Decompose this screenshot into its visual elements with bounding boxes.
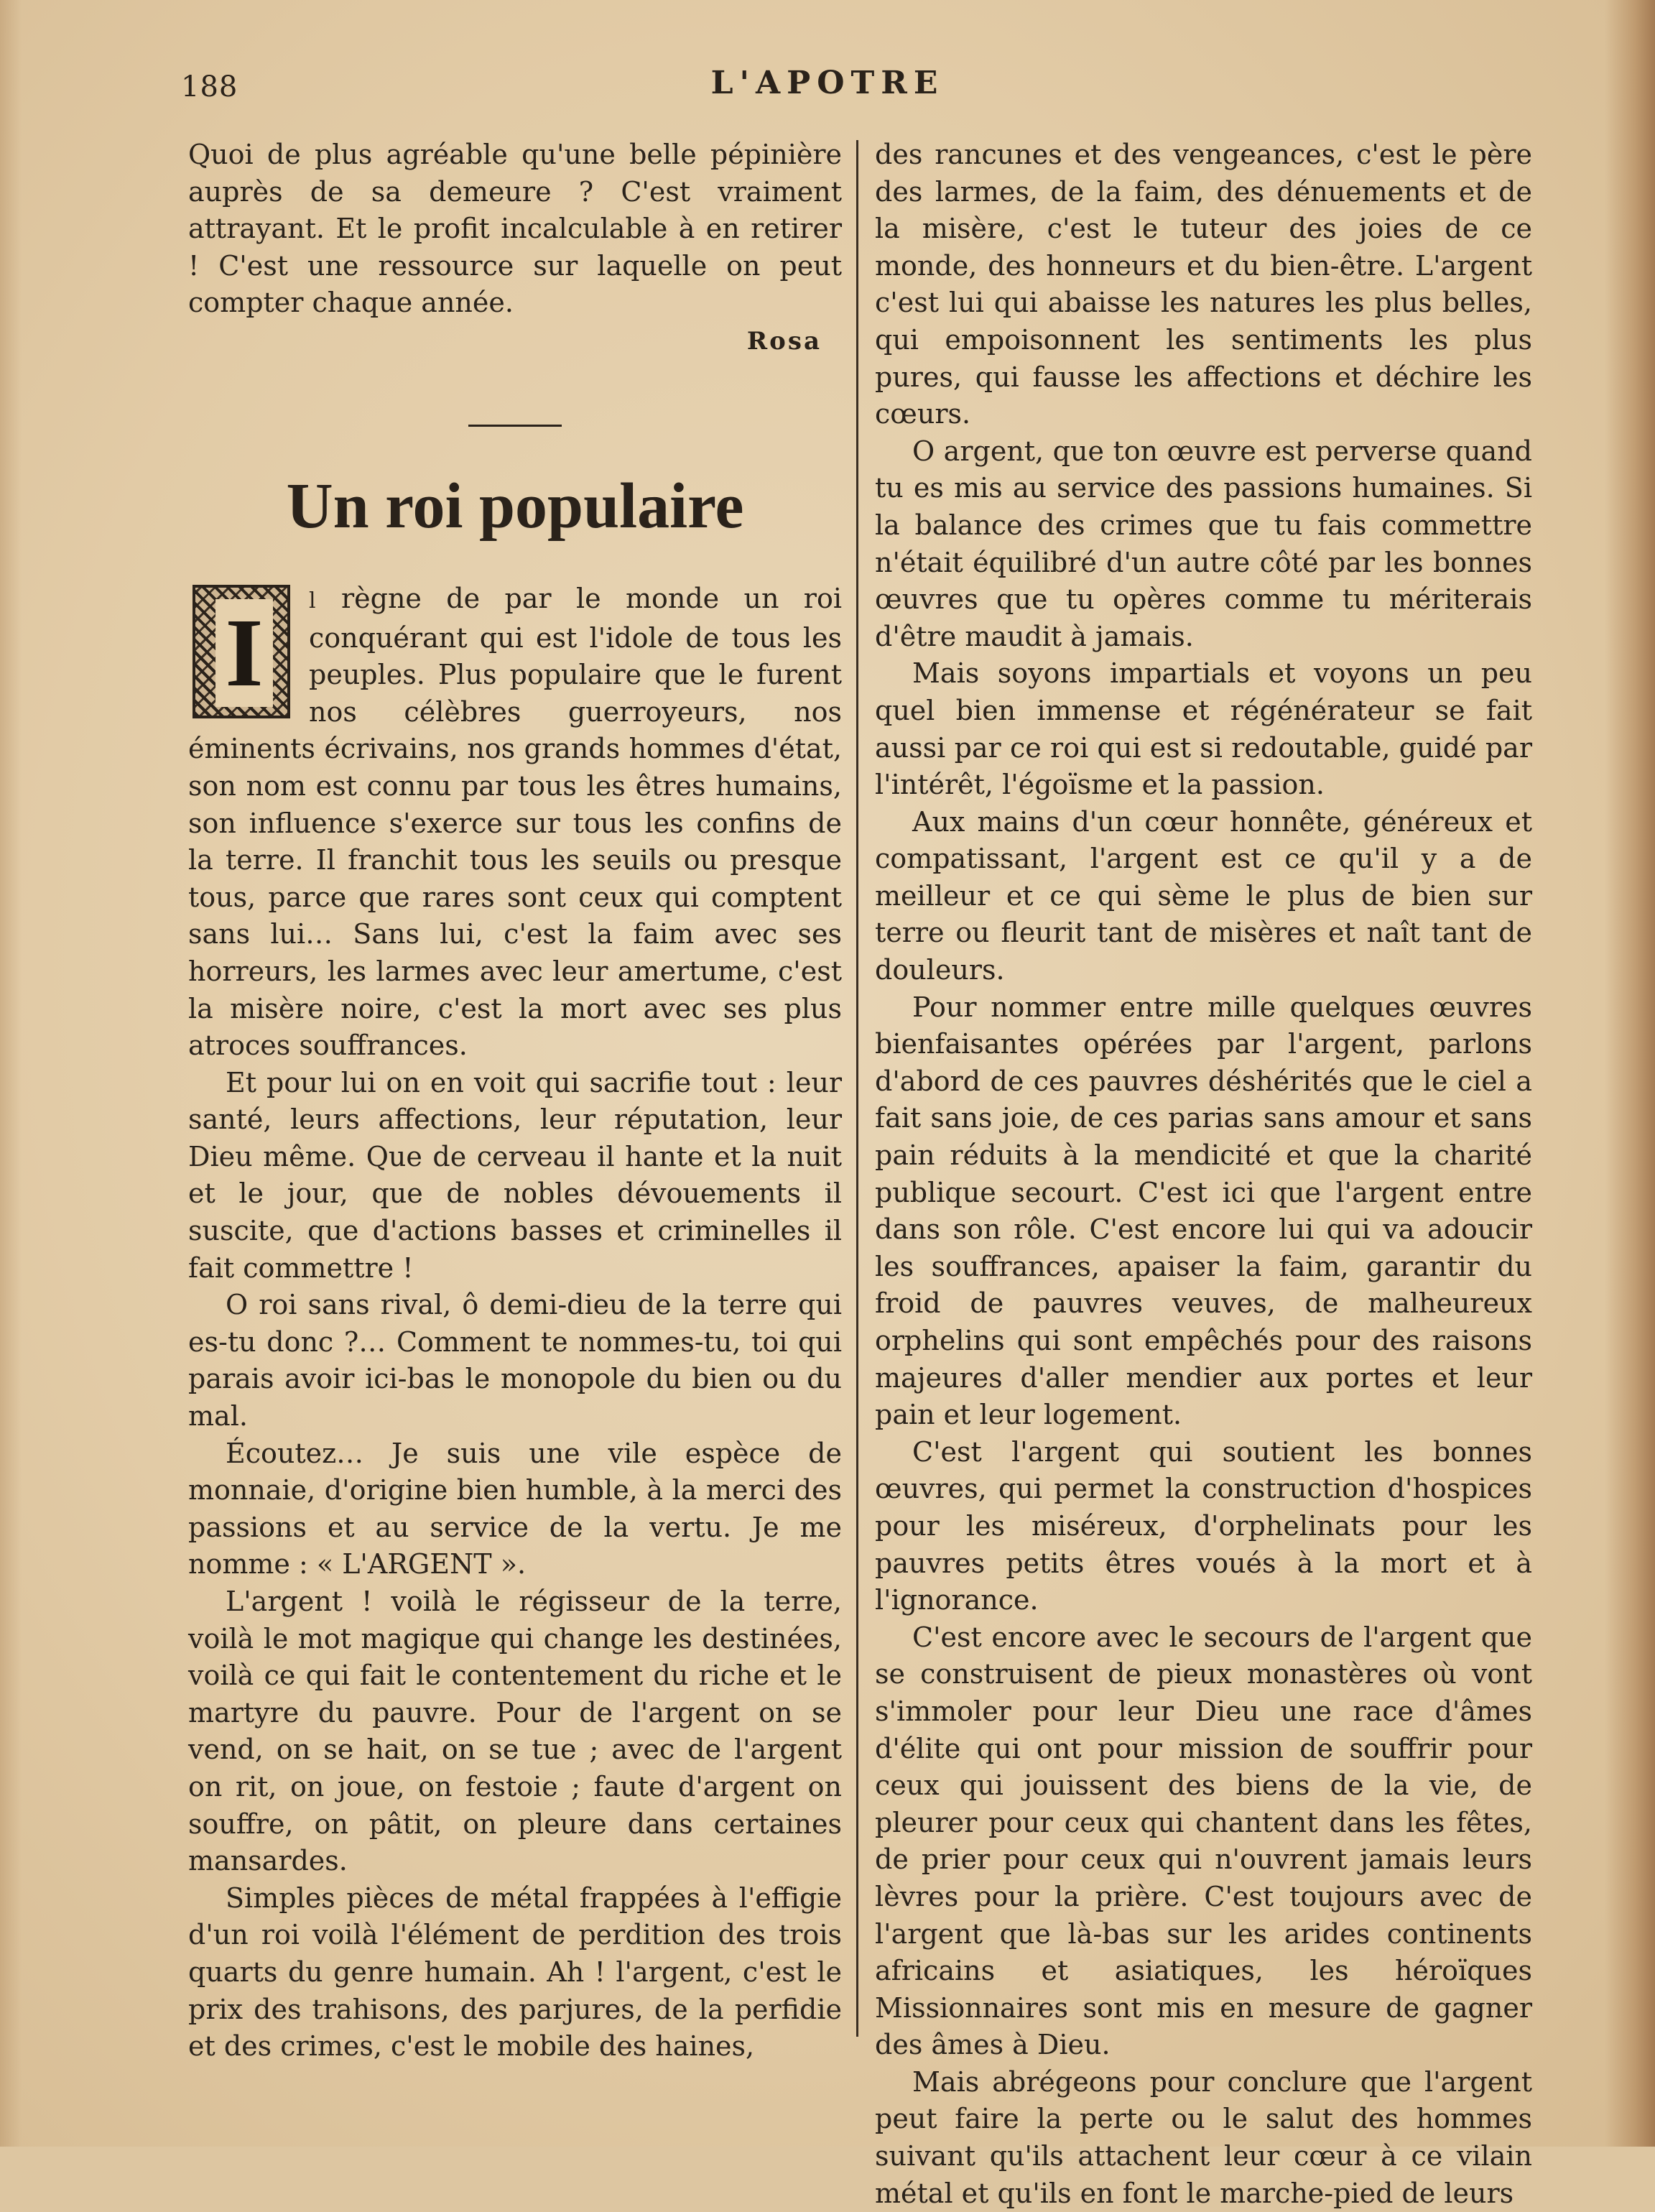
page-edge-shadow-left <box>0 0 22 2147</box>
lead-small-caps: l <box>309 588 317 614</box>
right-paragraph: Pour nommer entre mille quelques œuvres bienfaisantes opérées par l'argent, parlons d'abord de ces pauvres déshérités que le ciel a fait sans joie, de ces parias sans amour et sans pain réduits à la mendicité et que la charité publique secourt. C'est ici que l'argent entre dans son rôle. C'est encore lui qui va adoucir les souffrances, apaiser la faim, garantir du froid de pauvres veuves, de malheureux orphelins qui sont empêchés pour des raisons majeures d'aller mendier aux portes et leur pain et leur logement. <box>875 991 1532 1431</box>
article-title: Un roi populaire <box>286 470 744 542</box>
left-paragraph: Et pour lui on en voit qui sacrifie tout : leur santé, leurs affections, leur réputation, leur Dieu même. Que de cerveau il hante et la nuit et le jour, que de nobles dévouements il suscite, que d'actions basses et criminelles il fait commettre ! <box>188 1066 842 1284</box>
right-paragraph: Mais soyons impartials et voyons un peu quel bien immense et régénérateur se fait aussi par ce roi qui est si redoutable, guidé par l'intérêt, l'égoïsme et la passion. <box>875 657 1532 801</box>
intro-paragraph: Quoi de plus agréable qu'une belle pépinière auprès de sa demeure ? C'est vraiment attrayant. Et le profit incalculable à en retirer ! C'est une ressource sur laquelle on peut compter chaque année. <box>188 139 842 319</box>
ornamental-drop-cap <box>193 585 290 718</box>
lead-text: règne de par le monde un roi conquérant qui est l'idole de tous les peuples. Plus populaire que le furent nos célèbres guerroyeurs, nos éminents écrivains, nos grands hommes d'état, son nom est connu par tous les êtres humains, son influence s'exerce sur tous les confins de la terre. Il franchit tous les seuils ou presque tous, parce que rares sont ceux qui comptent sans lui… Sans lui, c'est la faim avec ses horreurs, les larmes avec leur amertume, c'est la misère noire, c'est la mort avec ses plus atroces souffrances. <box>188 582 842 1062</box>
drop-cap-letter: I <box>215 599 273 707</box>
right-paragraph: C'est encore avec le secours de l'argent que se construisent de pieux monastères où vont s'immoler pour leur Dieu une race d'âmes d'élite qui ont pour mission de souffrir pour ceux qui jouissent des biens de la vie, de pleurer pour ceux qui chantent dans les fêtes, de prier pour ceux qui n'ouvrent jamais leurs lèvres pour la prière. C'est toujours avec de l'argent que là-bas sur les arides continents africains et asiatiques, les héroïques Missionnaires sont mis en mesure de gagner des âmes à Dieu. <box>875 1621 1532 2061</box>
right-paragraph: Aux mains d'un cœur honnête, généreux et compatissant, l'argent est ce qu'il y a de meilleur et ce qui sème le plus de bien sur terre ou fleurit tant de misères et naît tant de douleurs. <box>875 805 1532 986</box>
right-paragraph: C'est l'argent qui soutient les bonnes œuvres, qui permet la construction d'hospices pour les miséreux, d'orphelinats pour les pauvres petits êtres voués à la mort et à l'ignorance. <box>875 1435 1532 1616</box>
page-edge-shadow-right <box>1605 0 1655 2147</box>
continuation-paragraph: des rancunes et des vengeances, c'est le père des larmes, de la faim, des dénuements et de la misère, c'est le tuteur des joies de ce monde, des honneurs et du bien-être. L'argent c'est lui qui abaisse les natures les plus belles, qui empoisonnent les sentiments les plus pures, qui fausse les affections et déchire les cœurs. <box>875 139 1532 430</box>
author-signature: Rosa <box>746 326 822 356</box>
left-paragraph: L'argent ! voilà le régisseur de la terre, voilà le mot magique qui change les destinées, voilà ce qui fait le contentement du riche et le martyre du pauvre. Pour de l'argent on se vend, on se hait, on se tue ; avec de l'argent on rit, on joue, on festoie ; faute d'argent on souffre, on pâtit, on pleure dans certaines mansardes. <box>188 1586 842 1877</box>
left-paragraph: Simples pièces de métal frappées à l'effigie d'un roi voilà l'élément de perdition des trois quarts du genre humain. Ah ! l'argent, c'est le prix des trahisons, des parjures, de la perfidie et des crimes, c'est le mobile des haines, <box>188 1882 842 2063</box>
section-rule <box>468 425 562 427</box>
right-column <box>875 136 1532 2209</box>
running-title: L'APOTRE <box>710 65 945 101</box>
right-paragraph: O argent, que ton œuvre est perverse quand tu es mis au service des passions humaines. Si la balance des crimes que tu fais commettre n'était équilibré d'un autre côté par les bonnes œuvres que tu opères comme tu mériterais d'être maudit à jamais. <box>875 435 1532 652</box>
left-column <box>188 136 842 2062</box>
left-paragraph: Écoutez… Je suis une vile espèce de monnaie, d'origine bien humble, à la merci des passions et au service de la vertu. Je me nomme : « L'ARGENT ». <box>188 1437 842 1581</box>
page-number: 188 <box>181 70 238 103</box>
right-paragraph: Mais abrégeons pour conclure que l'argent peut faire la perte ou le salut des hommes suivant qu'ils attachent leur cœur à ce vilain métal et qu'ils en font le marche-pied de leurs <box>875 2065 1532 2209</box>
column-divider <box>856 140 858 2037</box>
left-paragraph: O roi sans rival, ô demi-dieu de la terre qui es-tu donc ?… Comment te nommes-tu, toi qui parais avoir ici-bas le monopole du bien ou du mal. <box>188 1289 842 1433</box>
